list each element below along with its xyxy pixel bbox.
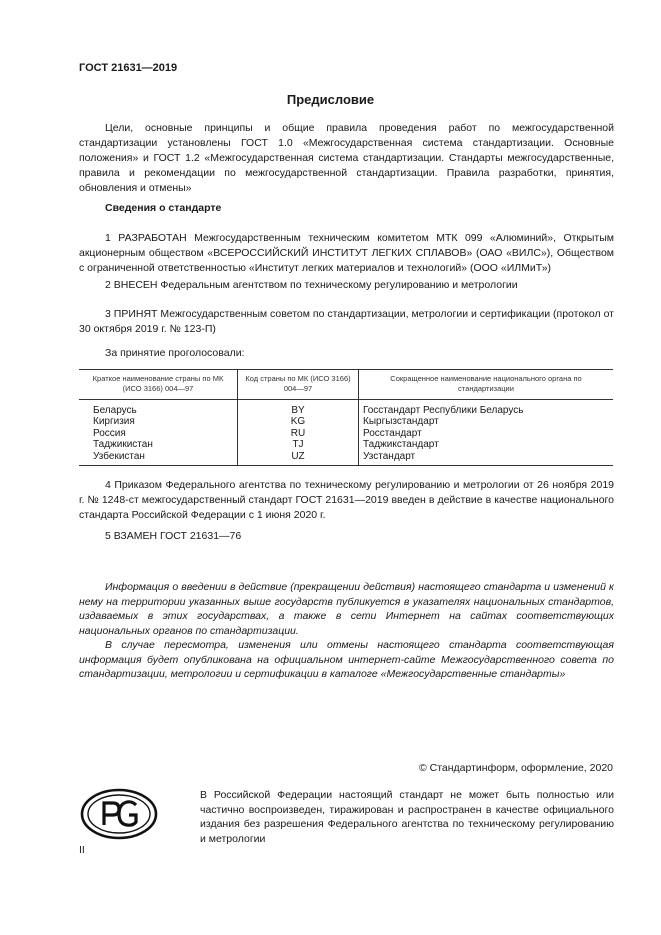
intro-paragraph: Цели, основные принципы и общие правила проведения работ по межгосударственной стандартизации установлены ГОСТ 1.0 «Межгосударственная система стандартизации. Основные положения» и ГОСТ 1.2 «Межгосударственная система стандартизации. Стандарты межгосударственные, правила и рекомендации по межгосударственной стандартизации. Правила разработки, принятия, обновления и отмены» — [79, 122, 614, 194]
page-number: II — [79, 844, 85, 856]
voted-label: За принятие проголосовали: — [105, 347, 245, 359]
table-row — [79, 400, 613, 417]
table-header-country: Краткое наименование страны по МК (ИСО 3166) 004—97 — [79, 370, 238, 400]
country-cell: Киргизия — [93, 416, 135, 428]
country-cell: Россия — [93, 427, 126, 439]
code-cell: BY — [238, 400, 359, 417]
body-cell: Таджикстандарт — [359, 439, 614, 450]
rst-mark-icon — [80, 788, 158, 840]
legal-notice: В Российской Федерации настоящий стандарт не может быть полностью или частично воспроизведен, тиражирован и распространен в качестве официального издания без разрешения Федерального агентства по техническому регулированию и метрологии — [200, 789, 614, 845]
code-cell: RU — [238, 428, 359, 439]
body-cell: Росстандарт — [359, 428, 614, 439]
table-header-body: Сокращенное наименование национального органа по стандартизации — [359, 370, 614, 400]
country-cell: Беларусь — [93, 405, 137, 416]
info-paragraph-2: В случае пересмотра, изменения или отмены настоящего стандарта соответствующая информация будет опубликована на официальном интернет-сайте Межгосударственного совета по стандартизации, метрологии и сертификации в каталоге «Межгосударственные стандарты» — [79, 639, 614, 680]
item-adopted: 3 ПРИНЯТ Межгосударственным советом по стандартизации, метрологии и сертификации (протокол от 30 октября 2019 г. № 123-П) — [79, 308, 614, 335]
code-cell: TJ — [238, 439, 359, 450]
item-replaces: 5 ВЗАМЕН ГОСТ 21631—76 — [105, 530, 242, 542]
section-subheading: Сведения о стандарте — [105, 202, 222, 214]
code-cell: KG — [238, 416, 359, 427]
item-enacted: 4 Приказом Федерального агентства по техническому регулированию и метрологии от 26 ноября 2019 г. № 1248-ст межгосударственный стандарт ГОСТ 21631—2019 введен в действие в качестве национального стандарта Российской Федерации с 1 июня 2020 г. — [79, 479, 614, 521]
table-row — [79, 428, 613, 439]
page-title: Предисловие — [286, 92, 375, 107]
copyright-line: © Стандартинформ, оформление, 2020 — [418, 762, 613, 774]
code-cell: UZ — [238, 451, 359, 466]
country-cell: Узбекистан — [93, 450, 145, 462]
country-cell: Таджикистан — [93, 439, 153, 451]
table-row — [79, 416, 613, 427]
voting-table — [79, 369, 613, 466]
body-cell: Госстандарт Республики Беларусь — [359, 400, 614, 417]
item-submitted: 2 ВНЕСЕН Федеральным агентством по техническому регулированию и метрологии — [105, 279, 518, 291]
item-developed: 1 РАЗРАБОТАН Межгосударственным техническим комитетом МТК 099 «Алюминий», Открытым акционерным обществом «ВСЕРОССИЙСКИЙ ИНСТИТУТ ЛЕГКИХ СПЛАВОВ» (ОАО «ВИЛС»), Обществом с ограниченной ответственностью «Институт легких материалов и технологий» (ООО «ИЛМиТ») — [79, 232, 614, 274]
table-row — [79, 439, 613, 450]
document-code: ГОСТ 21631—2019 — [79, 62, 178, 74]
table-row — [79, 451, 613, 466]
info-block — [79, 580, 614, 682]
table-header-code: Код страны по МК (ИСО 3166) 004—97 — [238, 370, 359, 400]
body-cell: Кыргызстандарт — [359, 416, 614, 427]
body-cell: Узстандарт — [359, 451, 614, 466]
info-paragraph-1: Информация о введении в действие (прекращении действия) настоящего стандарта и изменений к нему на территории указанных выше государств публикуется в указателях национальных стандартов, издаваемых в этих государствах, а также в сети Интернет на сайтах соответствующих национальных органов по стандартизации. — [79, 581, 614, 637]
